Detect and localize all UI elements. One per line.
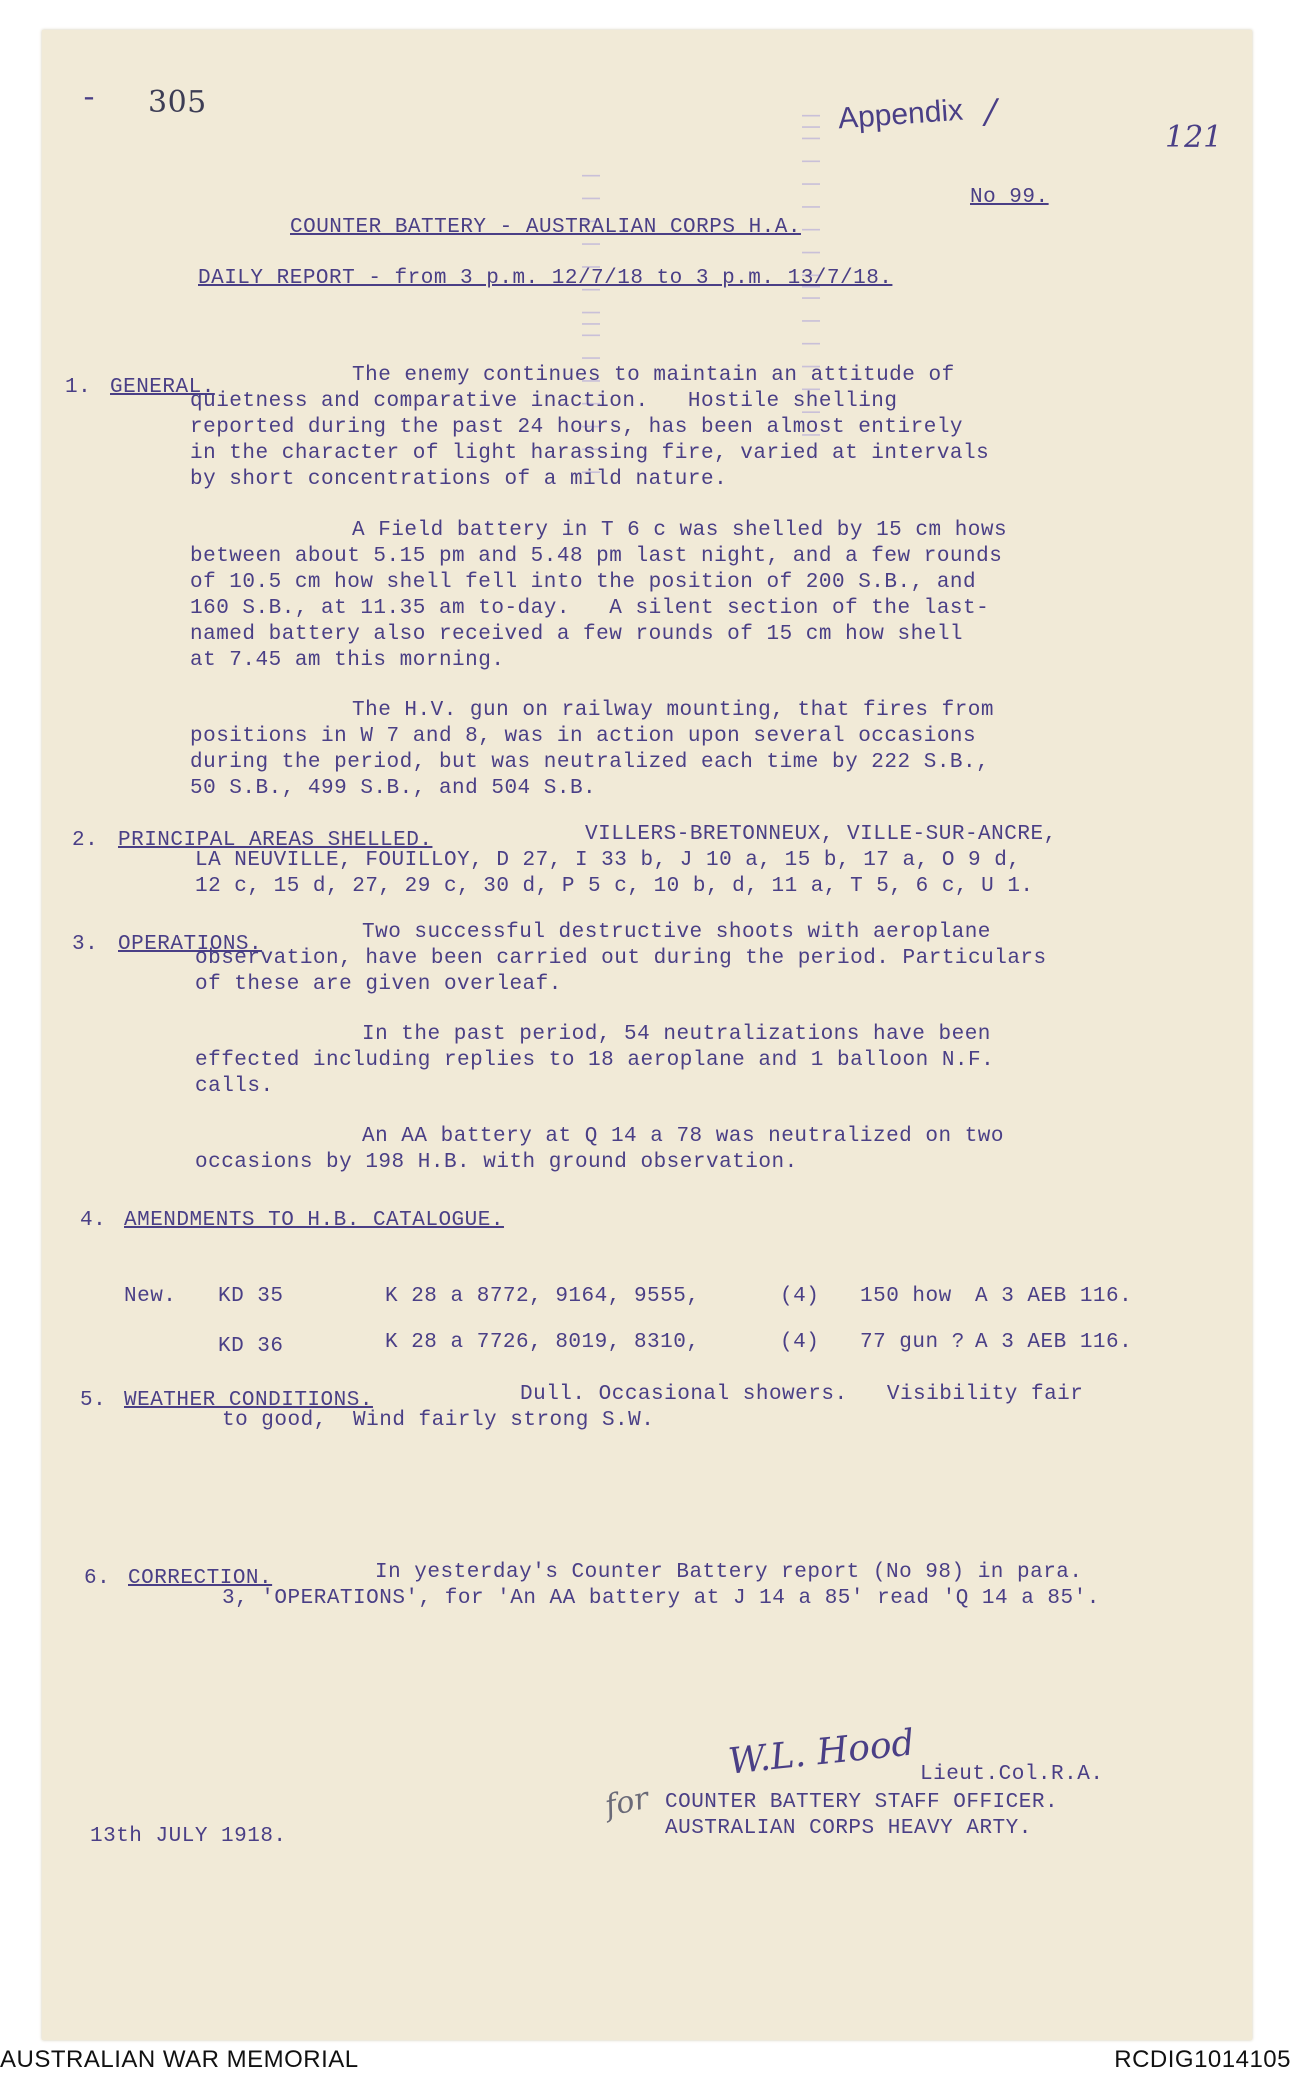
report-title: COUNTER BATTERY - AUSTRALIAN CORPS H.A. xyxy=(290,216,801,239)
section-heading-areas: PRINCIPAL AREAS SHELLED. xyxy=(118,829,433,852)
section-heading-general: GENERAL. xyxy=(110,376,215,399)
appendix-stamp: Appendix xyxy=(836,93,965,136)
footer-id: RCDIG1014105 xyxy=(1114,2046,1291,2073)
text-line: Two successful destructive shoots with aeroplane xyxy=(362,921,991,944)
text-line: of 10.5 cm how shell fell into the position of 200 S.B., and xyxy=(190,571,977,594)
folio-number: 121 xyxy=(1165,120,1223,155)
section-number: 5. xyxy=(80,1389,107,1412)
report-number: No 99. xyxy=(970,186,1049,209)
section-heading-weather: WEATHER CONDITIONS. xyxy=(124,1389,373,1412)
text-line: effected including replies to 18 aeroplane and 1 balloon N.F. xyxy=(195,1049,995,1072)
show-through-text: ||| | | | | | ||| | | | | | | xyxy=(800,110,822,441)
text-line: quietness and comparative inaction. Hostile shelling xyxy=(190,390,898,413)
text-line: of these are given overleaf. xyxy=(195,973,562,996)
section-number: 4. xyxy=(80,1209,107,1232)
catalogue-ref: K 28 a 7726, 8019, 8310, xyxy=(385,1331,700,1354)
text-line: by short concentrations of a mild nature. xyxy=(190,468,728,491)
text-line: between about 5.15 pm and 5.48 pm last night, and a few rounds xyxy=(190,545,1003,568)
catalogue-gun: 77 gun ? xyxy=(860,1331,965,1354)
catalogue-source: A 3 AEB 116. xyxy=(975,1285,1133,1308)
signature-line1: COUNTER BATTERY STAFF OFFICER. xyxy=(665,1791,1059,1814)
text-line: In yesterday's Counter Battery report (No 98) in para. xyxy=(375,1561,1083,1584)
show-through-text: | | | | | | ||| | | | | | | xyxy=(580,170,602,478)
text-line: reported during the past 24 hours, has been almost entirely xyxy=(190,416,964,439)
text-line: observation, have been carried out during the period. Particulars xyxy=(195,947,1047,970)
report-date: 13th JULY 1918. xyxy=(90,1825,287,1848)
page-number: 305 xyxy=(148,85,207,120)
text-line: The H.V. gun on railway mounting, that fires from xyxy=(352,699,995,722)
text-line: 50 S.B., 499 S.B., and 504 S.B. xyxy=(190,777,597,800)
report-subtitle: DAILY REPORT - from 3 p.m. 12/7/18 to 3 p.m. 13/7/18. xyxy=(198,267,893,290)
page-number-prefix: - xyxy=(80,82,118,116)
text-line: In the past period, 54 neutralizations have been xyxy=(362,1023,991,1046)
text-line: 3, 'OPERATIONS', for 'An AA battery at J 14 a 85' read 'Q 14 a 85'. xyxy=(222,1587,1100,1610)
catalogue-code: KD 36 xyxy=(218,1335,284,1358)
text-line: positions in W 7 and 8, was in action upon several occasions xyxy=(190,725,977,748)
section-heading-amendments: AMENDMENTS TO H.B. CATALOGUE. xyxy=(124,1209,504,1232)
text-line: 160 S.B., at 11.35 am to-day. A silent section of the last- xyxy=(190,597,990,620)
text-line: A Field battery in T 6 c was shelled by 15 cm hows xyxy=(352,519,1008,542)
section-number: 6. xyxy=(84,1567,111,1590)
signature-rank: Lieut.Col.R.A. xyxy=(920,1763,1104,1786)
catalogue-ref: K 28 a 8772, 9164, 9555, xyxy=(385,1285,700,1308)
signature: W.L. Hood xyxy=(726,1722,917,1783)
section-number: 2. xyxy=(72,829,99,852)
footer-source: AUSTRALIAN WAR MEMORIAL xyxy=(0,2046,359,2073)
section-number: 3. xyxy=(72,933,99,956)
text-line: calls. xyxy=(195,1075,274,1098)
section-heading-correction: CORRECTION. xyxy=(128,1567,273,1590)
text-line: in the character of light harassing fire, varied at intervals xyxy=(190,442,990,465)
text-line: An AA battery at Q 14 a 78 was neutralized on two xyxy=(362,1125,1005,1148)
text-line: to good, Wind fairly strong S.W. xyxy=(222,1409,655,1432)
signature-line2: AUSTRALIAN CORPS HEAVY ARTY. xyxy=(665,1817,1032,1840)
text-line: The enemy continues to maintain an attitude of xyxy=(352,364,955,387)
text-line: occasions by 198 H.B. with ground observation. xyxy=(195,1151,798,1174)
text-line: LA NEUVILLE, FOUILLOY, D 27, I 33 b, J 10 a, 15 b, 17 a, O 9 d, xyxy=(195,849,1021,872)
catalogue-source: A 3 AEB 116. xyxy=(975,1331,1133,1354)
new-label: New. xyxy=(124,1285,177,1308)
text-line: Dull. Occasional showers. Visibility fair xyxy=(520,1383,1084,1406)
catalogue-code: KD 35 xyxy=(218,1285,284,1308)
text-line: named battery also received a few rounds of 15 cm how shell xyxy=(190,623,964,646)
catalogue-qty: (4) xyxy=(780,1331,820,1354)
section-heading-operations: OPERATIONS. xyxy=(118,933,263,956)
text-line: 12 c, 15 d, 27, 29 c, 30 d, P 5 c, 10 b, d, 11 a, T 5, 6 c, U 1. xyxy=(195,875,1034,898)
text-line: at 7.45 am this morning. xyxy=(190,649,505,672)
catalogue-gun: 150 how xyxy=(860,1285,952,1308)
text-line: VILLERS-BRETONNEUX, VILLE-SUR-ANCRE, xyxy=(585,823,1057,846)
appendix-mark: / xyxy=(985,92,997,132)
catalogue-qty: (4) xyxy=(780,1285,820,1308)
signature-for: for xyxy=(601,1780,652,1825)
text-line: during the period, but was neutralized each time by 222 S.B., xyxy=(190,751,990,774)
section-number: 1. xyxy=(65,376,92,399)
